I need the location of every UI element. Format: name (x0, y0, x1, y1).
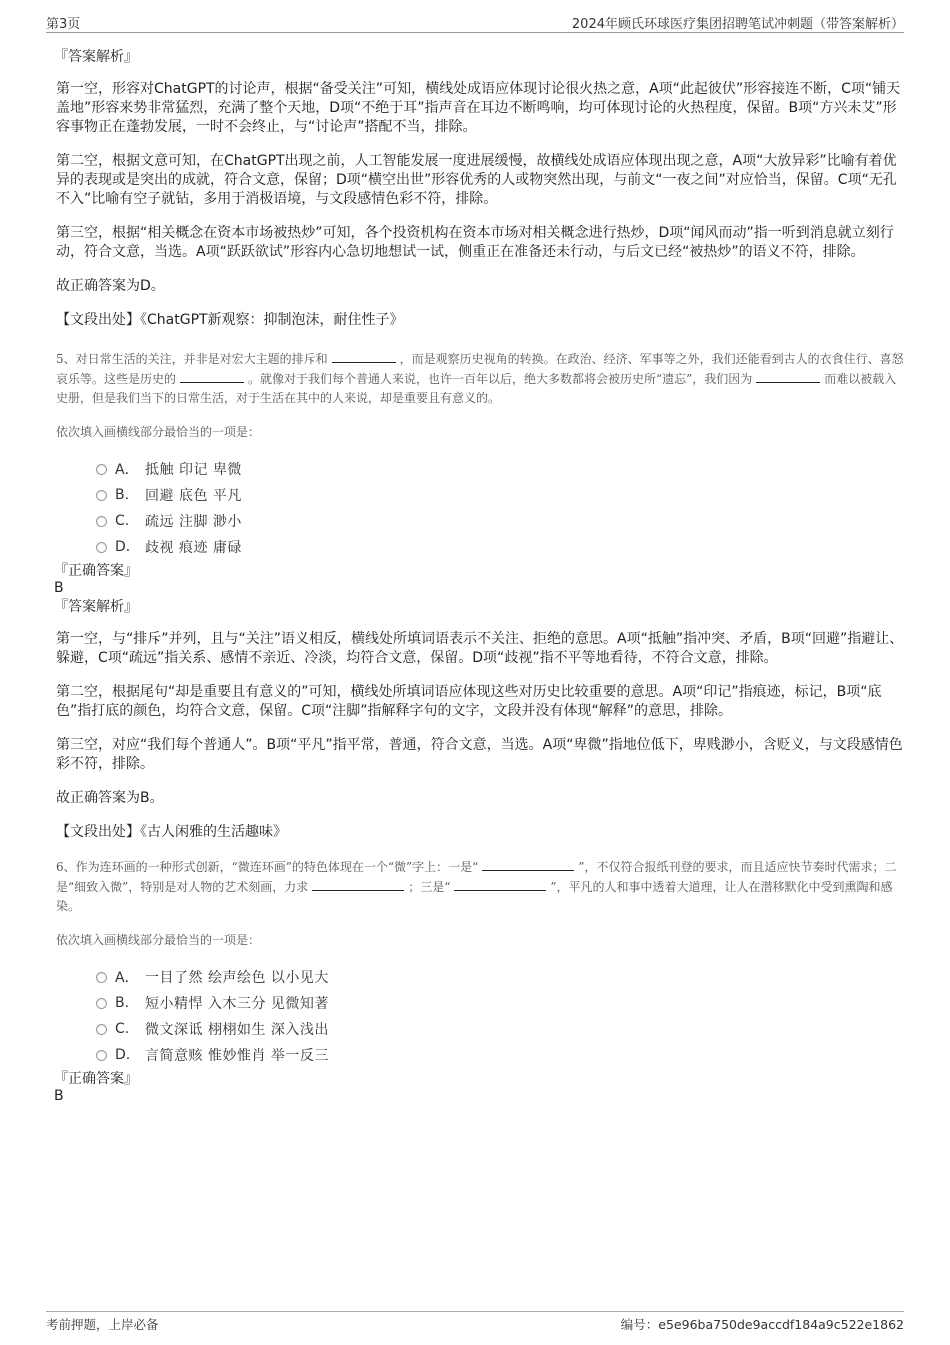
page-number: 第3页 (46, 17, 81, 32)
radio-icon[interactable] (96, 1050, 107, 1061)
document-code: 编号：e5e96ba750de9accdf184a9c522e1862 (620, 1317, 904, 1332)
question-prompt: 依次填入画横线部分最恰当的一项是： (56, 424, 261, 439)
fill-blank (312, 878, 404, 891)
question-number: 6、 (56, 860, 76, 874)
analysis-paragraph: 第二空，根据尾句“却是重要且有意义的”可知，横线处所填词语应体现这些对历史比较重要的意思。A项“印记”指痕迹，标记，B项“底色”指打底的颜色，均符合文意，保留。C项“注脚”指解释字句的文字，文段并没有体现“解释”的意思，排除。 (56, 684, 882, 719)
fill-blank (180, 370, 244, 383)
page-header (46, 10, 904, 33)
question-6-stem: 6、作为连环画的一种形式创新，“微连环画”的特色体现在一个“微”字上：一是“ ”，不仅符合报纸刊登的要求，而且适应快节奏时代需求；二是“细致入微”，特别是对人物的艺术刻画，力求 ；三是“ ”，平凡的人和事中透着大道理，让人在潜移默化中受到熏陶和感染。 (56, 860, 897, 913)
document-title: 2024年顾氏环球医疗集团招聘笔试冲刺题（带答案解析） (571, 17, 904, 32)
radio-icon[interactable] (96, 542, 107, 553)
fill-blank (454, 878, 546, 891)
analysis-paragraph: 第三空，对应“我们每个普通人”。B项“平凡”指平常，普通，符合文意，当选。A项“卑微”指地位低下，卑贱渺小，含贬义，与文段感情色彩不符，排除。 (56, 737, 903, 772)
question-5-options (96, 456, 906, 560)
final-answer-text: 故正确答案为B。 (56, 790, 164, 806)
option-c[interactable]: C. 微文深诋 栩栩如生 深入浅出 (96, 1016, 906, 1042)
radio-icon[interactable] (96, 464, 107, 475)
question-number: 5、 (56, 352, 76, 366)
question-prompt: 依次填入画横线部分最恰当的一项是： (56, 932, 261, 947)
option-a[interactable]: A． 抵触 印记 卑微 (96, 456, 906, 482)
analysis-paragraph: 第一空，与“排斥”并列，且与“关注”语义相反，横线处所填词语表示不关注、拒绝的意思。A项“抵触”指冲突、矛盾，B项“回避”指避让、躲避，C项“疏远”指关系、感情不亲近、冷淡，均符合文意，保留。D项“歧视”指不平等地看待，不符合文意，排除。 (56, 631, 904, 666)
radio-icon[interactable] (96, 972, 107, 983)
option-d[interactable]: D. 言简意赅 惟妙惟肖 举一反三 (96, 1042, 906, 1068)
correct-answer: B (54, 580, 64, 596)
question-6-options (96, 964, 906, 1068)
radio-icon[interactable] (96, 516, 107, 527)
fill-blank (482, 858, 574, 871)
footer-slogan: 考前押题，上岸必备 (46, 1317, 159, 1332)
passage-source: 【文段出处】《ChatGPT新观察：抑制泡沫，耐住性子》 (56, 312, 404, 328)
analysis-label: 『答案解析』 (54, 49, 138, 65)
option-b[interactable]: B. 回避 底色 平凡 (96, 482, 906, 508)
fill-blank (332, 350, 396, 363)
radio-icon[interactable] (96, 998, 107, 1009)
analysis-paragraph: 第一空，形容对ChatGPT的讨论声，根据“备受关注”可知，横线处成语应体现讨论很火热之意，A项“此起彼伏”形容接连不断，C项“铺天盖地”形容来势非常猛烈，充满了整个天地，D项“不绝于耳”指声音在耳边不断鸣响，均可体现讨论的火热程度，保留。B项“方兴未艾”形容事物正在蓬勃发展，一时不会终止，与“讨论声”搭配不当，排除。 (56, 81, 901, 135)
fill-blank (756, 370, 820, 383)
correct-answer: B (54, 1088, 64, 1104)
radio-icon[interactable] (96, 490, 107, 501)
option-c[interactable]: C. 疏远 注脚 渺小 (96, 508, 906, 534)
option-d[interactable]: D. 歧视 痕迹 庸碌 (96, 534, 906, 560)
analysis-label: 『答案解析』 (54, 599, 138, 615)
analysis-paragraph: 第三空，根据“相关概念在资本市场被热炒”可知，各个投资机构在资本市场对相关概念进行热炒，D项“闻风而动”指一听到消息就立刻行动，符合文意，当选。A项“跃跃欲试”形容内心急切地想试一试，侧重正在准备还未行动，与后文已经“被热炒”的语义不符，排除。 (56, 225, 894, 260)
analysis-paragraph: 第二空，根据文意可知，在ChatGPT出现之前，人工智能发展一度进展缓慢，故横线处成语应体现出现之意，A项“大放异彩”比喻有着优异的表现或是突出的成就，符合文意，保留；D项“横空出世”形容优秀的人或物突然出现，与前文“一夜之间”对应恰当，保留。C项“无孔不入”比喻有空子就钻，多用于消极语境，与文段感情色彩不符，排除。 (56, 153, 897, 207)
question-5-stem: 5、对日常生活的关注，并非是对宏大主题的排斥和 ，而是观察历史视角的转换。在政治、经济、军事等之外，我们还能看到古人的衣食住行、喜怒哀乐等。这些是历史的 。就像对于我们每个普通人来说，也许一百年以后，绝大多数都将会被历史所“遗忘”，我们因为 而难以被载入史册，但是我们当下的日常生活，对于生活在其中的人来说，却是重要且有意义的。 (56, 352, 904, 405)
correct-answer-label: 『正确答案』 (54, 563, 138, 579)
final-answer-text: 故正确答案为D。 (56, 278, 165, 294)
radio-icon[interactable] (96, 1024, 107, 1035)
option-a[interactable]: A． 一目了然 绘声绘色 以小见大 (96, 964, 906, 990)
option-b[interactable]: B. 短小精悍 入木三分 见微知著 (96, 990, 906, 1016)
passage-source: 【文段出处】《古人闲雅的生活趣味》 (56, 824, 287, 840)
correct-answer-label: 『正确答案』 (54, 1071, 138, 1087)
page-content (56, 46, 906, 1104)
page-footer (46, 1311, 904, 1336)
